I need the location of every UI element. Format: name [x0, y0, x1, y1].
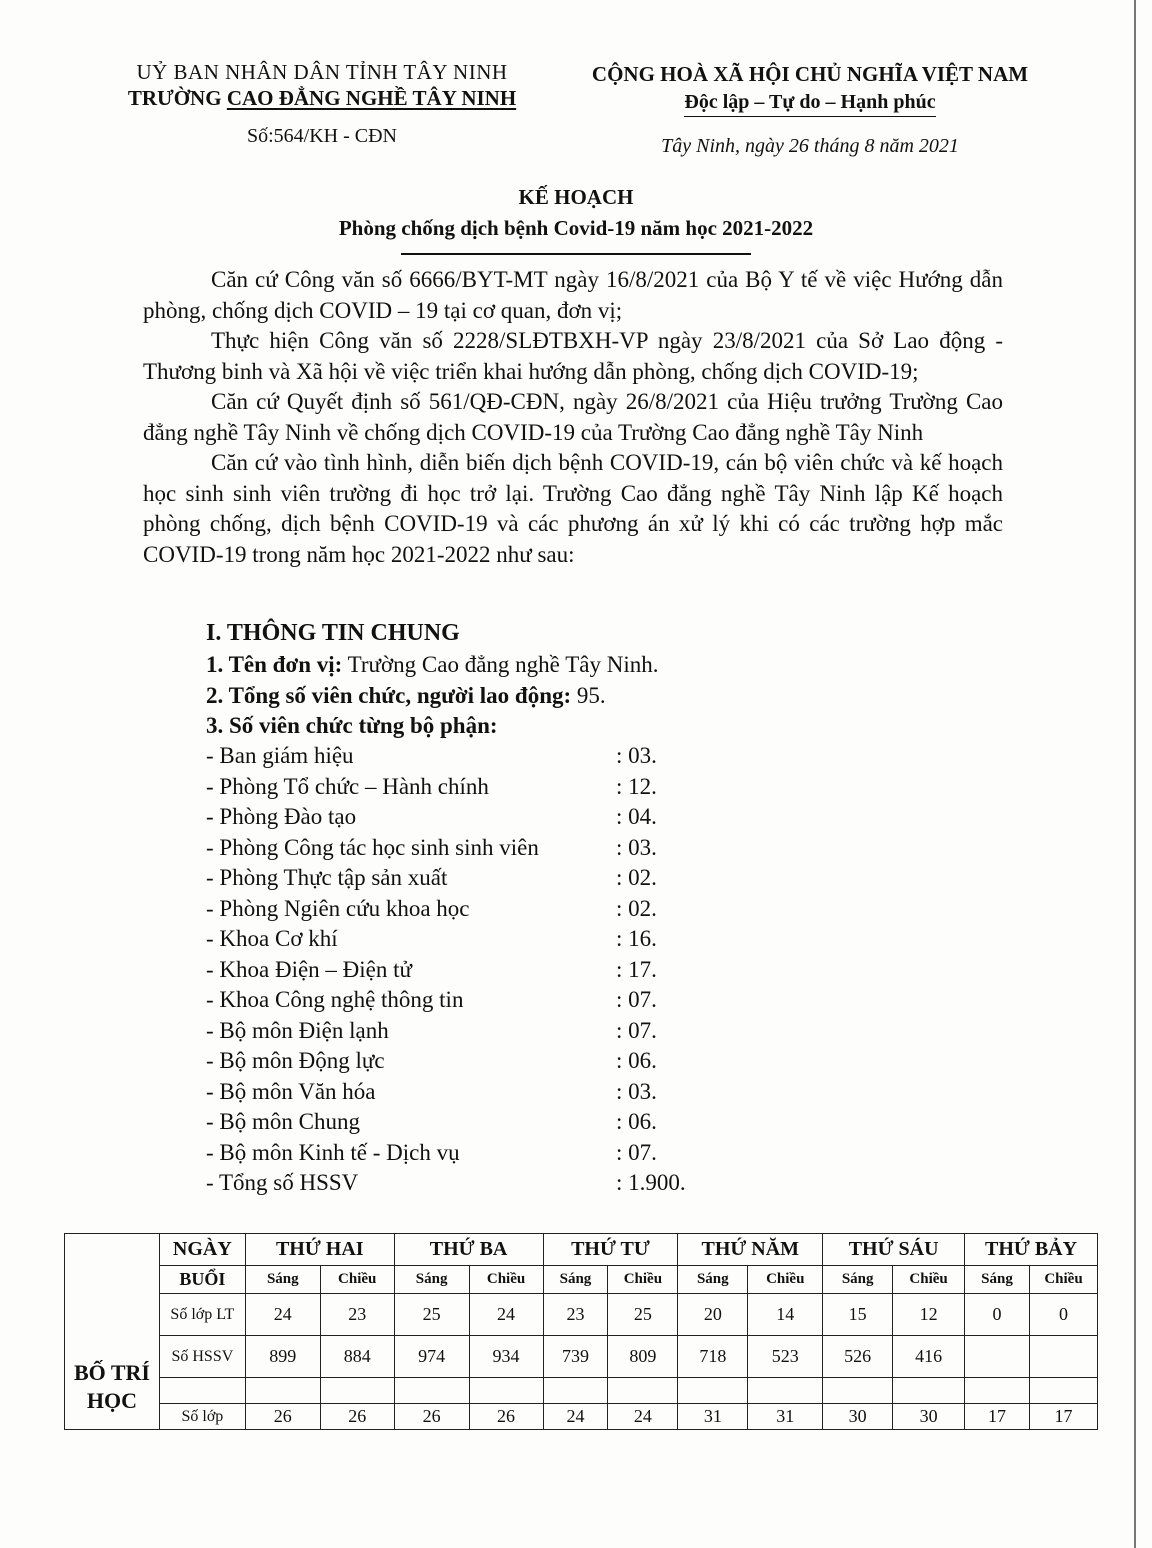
department-name: - Phòng Đào tạo [206, 804, 357, 829]
department-name: - Phòng Ngiên cứu khoa học [206, 895, 470, 921]
table-cell: 526 [823, 1336, 893, 1378]
paragraph: Thực hiện Công văn số 2228/SLĐTBXH-VP ngày 23/8/2021 của Sở Lao động - Thương binh và Xã hội về việc triển khai hướng dẫn phòng, chống dịch COVID-19; [143, 328, 1003, 384]
table-cell [965, 1378, 1030, 1404]
title-underline [401, 253, 751, 255]
department-item [206, 743, 657, 769]
issuer-header [92, 60, 552, 148]
department-count: : 02. [616, 895, 657, 921]
session-cell: Sáng [394, 1266, 469, 1294]
department-count: : 12. [616, 773, 657, 799]
table-cell: 31 [748, 1404, 823, 1430]
day-cell: THỨ TƯ [543, 1234, 678, 1266]
paragraph: Căn cứ vào tình hình, diễn biến dịch bệnh COVID-19, cán bộ viên chức và kế hoạch học sinh sinh viên trường đi học trở lại. Trường Cao đẳng nghề Tây Ninh lập Kế hoạch phòng chống, dịch bệnh COVID-19 và các phương án xử lý khi có các trường hợp mắc COVID-19 trong năm học 2021-2022 như sau: [143, 450, 1003, 567]
table-cell: 12 [893, 1294, 965, 1336]
department-name: - Bộ môn Văn hóa [206, 1078, 376, 1104]
department-count: : 03. [616, 834, 657, 860]
session-cell: Sáng [543, 1266, 608, 1294]
department-count: : 16. [616, 926, 657, 951]
table-cell: 17 [1029, 1404, 1097, 1430]
day-cell: THỨ HAI [245, 1234, 394, 1266]
table-cell: 20 [678, 1294, 748, 1336]
department-item [206, 1170, 686, 1196]
session-cell: Chiều [1029, 1266, 1097, 1294]
session-cell: Sáng [823, 1266, 893, 1294]
department-name: - Khoa Cơ khí [206, 926, 338, 951]
paragraph: Căn cứ Quyết định số 561/QĐ-CĐN, ngày 26/8/2021 của Hiệu trưởng Trường Cao đẳng nghề Tây Ninh về chống dịch COVID-19 của Trường Cao đẳng nghề Tây Ninh [143, 389, 1003, 445]
table-cell: 24 [608, 1404, 678, 1430]
table-cell: 25 [394, 1294, 469, 1336]
table-cell: 25 [608, 1294, 678, 1336]
table-day-row [65, 1234, 1098, 1266]
row-label: Số lớp [159, 1404, 245, 1430]
document-number: Số:564/KH - CĐN [246, 125, 397, 147]
table-cell: 30 [823, 1404, 893, 1430]
table-cell: 884 [320, 1336, 394, 1378]
table-cell [1029, 1378, 1097, 1404]
department-item [206, 987, 657, 1013]
session-cell: Chiều [608, 1266, 678, 1294]
session-cell: Chiều [893, 1266, 965, 1294]
session-cell: Chiều [469, 1266, 543, 1294]
section-heading: I. THÔNG TIN CHUNG [206, 620, 460, 646]
table-cell: 30 [893, 1404, 965, 1430]
department-name: - Khoa Công nghệ thông tin [206, 987, 464, 1012]
table-cell: 934 [469, 1336, 543, 1378]
title-line2: Phòng chống dịch bệnh Covid-19 năm học 2021-2022 [338, 216, 814, 240]
table-cell: 809 [608, 1336, 678, 1378]
issuer-school: TRƯỜNG CAO ĐẲNG NGHỀ TÂY NINH [127, 86, 517, 110]
table-cell: 899 [245, 1336, 320, 1378]
department-item [206, 804, 657, 830]
department-item [206, 1078, 657, 1105]
issuer-parent-org: UỶ BAN NHÂN DÂN TỈNH TÂY NINH [136, 60, 508, 84]
table-cell: 26 [320, 1404, 394, 1430]
department-name: - Phòng Thực tập sản xuất [206, 865, 448, 890]
schedule-group-label: BỐ TRÍ HỌC [65, 1234, 160, 1430]
table-cell: 31 [678, 1404, 748, 1430]
table-cell [893, 1378, 965, 1404]
department-item [206, 1109, 657, 1135]
department-count: : 07. [616, 1017, 657, 1043]
table-cell: 23 [543, 1294, 608, 1336]
department-item [206, 926, 657, 952]
table-cell: 26 [394, 1404, 469, 1430]
nation-name: CỘNG HOÀ XÃ HỘI CHỦ NGHĨA VIỆT NAM [591, 62, 1029, 86]
title-line1: KẾ HOẠCH [518, 185, 634, 209]
session-cell: Chiều [320, 1266, 394, 1294]
unit-name: 1. Tên đơn vị: Trường Cao đẳng nghề Tây Ninh. [206, 652, 659, 677]
row-label: Số lớp LT [159, 1294, 245, 1336]
department-count: : 17. [616, 956, 657, 982]
department-item [206, 956, 657, 983]
table-cell: 739 [543, 1336, 608, 1378]
schedule-table [64, 1233, 1098, 1430]
table-cell: 24 [543, 1404, 608, 1430]
department-count: : 03. [616, 1078, 657, 1104]
row-label [159, 1378, 245, 1404]
session-cell: Sáng [678, 1266, 748, 1294]
table-cell [543, 1378, 608, 1404]
table-cell: 26 [245, 1404, 320, 1430]
table-cell [394, 1378, 469, 1404]
department-item [206, 834, 657, 861]
department-name: - Ban giám hiệu [206, 743, 354, 768]
department-name: - Bộ môn Chung [206, 1109, 360, 1134]
department-count: : 02. [616, 865, 657, 890]
table-row [65, 1404, 1098, 1430]
department-name: - Bộ môn Động lực [206, 1048, 385, 1073]
table-cell [678, 1378, 748, 1404]
department-item [206, 865, 657, 891]
table-row [65, 1294, 1098, 1336]
table-cell: 14 [748, 1294, 823, 1336]
session-cell: Sáng [245, 1266, 320, 1294]
paragraph: Căn cứ Công văn số 6666/BYT-MT ngày 16/8/2021 của Bộ Y tế về việc Hướng dẫn phòng, chống dịch COVID – 19 tại cơ quan, đơn vị; [143, 267, 1003, 323]
table-row [65, 1336, 1098, 1378]
day-cell: THỨ BẢY [965, 1234, 1098, 1266]
day-cell: THỨ SÁU [823, 1234, 965, 1266]
table-cell: 718 [678, 1336, 748, 1378]
department-name: - Khoa Điện – Điện tử [206, 956, 413, 982]
department-name: - Phòng Công tác học sinh sinh viên [206, 834, 539, 860]
staff-by-dept-heading: 3. Số viên chức từng bộ phận: [206, 713, 498, 738]
department-item [206, 773, 657, 800]
department-count: : 06. [616, 1048, 657, 1073]
department-name: - Bộ môn Kinh tế - Dịch vụ [206, 1139, 460, 1165]
table-cell: 24 [469, 1294, 543, 1336]
table-cell [320, 1378, 394, 1404]
table-cell [469, 1378, 543, 1404]
preamble [143, 265, 1003, 570]
department-item [206, 895, 657, 922]
session-cell: Sáng [965, 1266, 1030, 1294]
table-cell: 15 [823, 1294, 893, 1336]
day-header: NGÀY [159, 1234, 245, 1266]
table-cell: 0 [1029, 1294, 1097, 1336]
row-label: Số HSSV [159, 1336, 245, 1378]
table-session-row [65, 1266, 1098, 1294]
table-cell: 523 [748, 1336, 823, 1378]
department-item [206, 1139, 657, 1166]
department-count: : 03. [616, 743, 657, 768]
table-cell: 0 [965, 1294, 1030, 1336]
table-cell [748, 1378, 823, 1404]
table-cell [1029, 1336, 1097, 1378]
table-cell: 23 [320, 1294, 394, 1336]
department-count: : 1.900. [616, 1170, 686, 1195]
table-cell [245, 1378, 320, 1404]
table-cell: 26 [469, 1404, 543, 1430]
table-row [65, 1378, 1098, 1404]
national-motto: Độc lập – Tự do – Hạnh phúc [684, 91, 935, 117]
department-name: - Tổng số HSSV [206, 1170, 359, 1195]
national-header [555, 62, 1065, 158]
document-title [0, 185, 1152, 255]
table-cell [608, 1378, 678, 1404]
table-cell: 974 [394, 1336, 469, 1378]
table-cell [823, 1378, 893, 1404]
department-count: : 04. [616, 804, 657, 829]
session-header: BUỔI [159, 1266, 245, 1294]
department-item [206, 1017, 657, 1044]
session-cell: Chiều [748, 1266, 823, 1294]
table-cell [965, 1336, 1030, 1378]
department-count: : 06. [616, 1109, 657, 1134]
department-count: : 07. [616, 1139, 657, 1165]
department-item [206, 1048, 657, 1074]
department-count: : 07. [616, 987, 657, 1012]
issue-date: Tây Ninh, ngày 26 tháng 8 năm 2021 [661, 135, 959, 157]
table-cell: 17 [965, 1404, 1030, 1430]
day-cell: THỨ NĂM [678, 1234, 823, 1266]
department-name: - Phòng Tổ chức – Hành chính [206, 773, 489, 799]
department-name: - Bộ môn Điện lạnh [206, 1017, 389, 1043]
table-cell: 24 [245, 1294, 320, 1336]
day-cell: THỨ BA [394, 1234, 543, 1266]
table-cell: 416 [893, 1336, 965, 1378]
staff-total: 2. Tổng số viên chức, người lao động: 95. [206, 683, 606, 708]
